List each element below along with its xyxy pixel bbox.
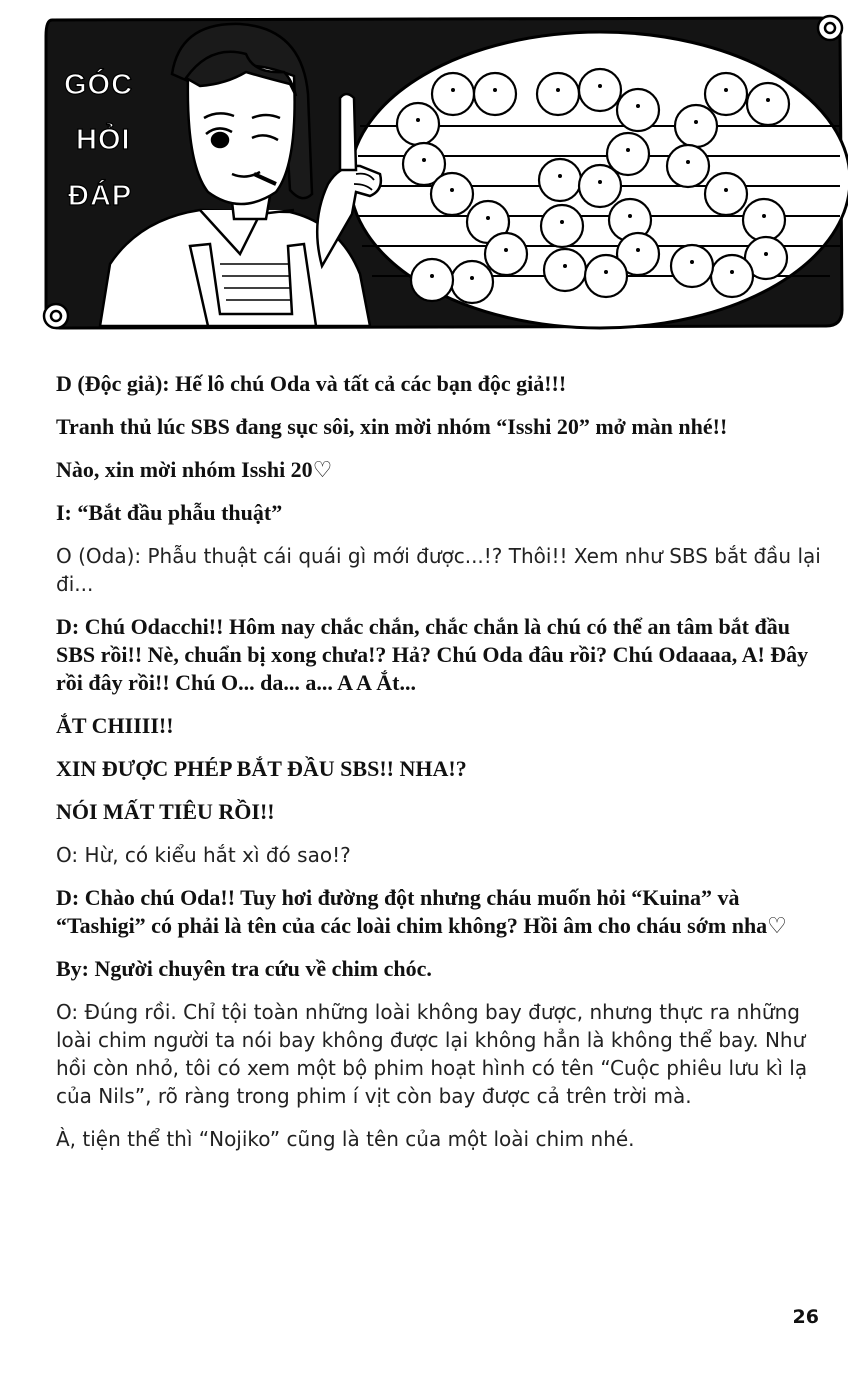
paragraph-said-it: NÓI MẤT TIÊU RỒI!! <box>56 799 275 824</box>
paragraph-oda-reply-3: O: Đúng rồi. Chỉ tội toàn những loài không bay được, nhưng thực ra những loài chim người ta nói bay không được lại không hẳn là không thể bay. Như hồi còn nhỏ, tôi có xem một bộ phim hoạt hình có tên “Cuộc phiêu lưu kì lạ của Nils”, rõ ràng trong phim í vịt còn bay được cả trên trời mà. <box>56 1000 808 1108</box>
paragraph-byline: By: Người chuyên tra cứu về chim chóc. <box>56 956 432 981</box>
sbs-header-banner <box>40 14 848 332</box>
orange-balls-sbs-logo <box>397 69 789 303</box>
corner-title-line-2: HỎI <box>76 124 131 156</box>
paragraph-sneeze: ẮT CHIIII!! <box>56 713 174 738</box>
paragraph-reader-greeting: D (Độc giả): Hế lô chú Oda và tất cả các bạn độc giả!!! <box>56 371 567 396</box>
qa-content <box>56 370 826 1168</box>
paragraph-reader-question-1: D: Chú Odacchi!! Hôm nay chắc chắn, chắc chắn là chú có thể an tâm bắt đầu SBS rồi!! Nè, chuẩn bị xong chưa!? Hả? Chú Oda đâu rồi? Chú Odaaaa, A! Đây rồi đây rồi!! Chú O... da... a... A A Ắt... <box>56 614 809 695</box>
paragraph-reader-intro: Tranh thủ lúc SBS đang sục sôi, xin mời nhóm “Isshi 20” mở màn nhé!! <box>56 414 728 439</box>
paragraph-oda-reply-2: O: Hừ, có kiểu hắt xì đó sao!? <box>56 843 351 867</box>
header-illustration <box>40 14 848 332</box>
corner-title-line-1: GÓC <box>64 69 134 101</box>
paragraph-start-sbs: XIN ĐƯỢC PHÉP BẮT ĐẦU SBS!! NHA!? <box>56 756 467 781</box>
page-number: 26 <box>792 1306 819 1328</box>
corner-title-line-3: ĐÁP <box>68 180 133 212</box>
paragraph-oda-reply-1: O (Oda): Phẫu thuật cái quái gì mới được...!? Thôi!! Xem như SBS bắt đầu lại đi... <box>56 544 821 596</box>
paragraph-oda-reply-4: À, tiện thể thì “Nojiko” cũng là tên của một loài chim nhé. <box>56 1127 635 1151</box>
paragraph-reader-question-2: D: Chào chú Oda!! Tuy hơi đường đột nhưng cháu muốn hỏi “Kuina” và “Tashigi” có phải là tên của các loài chim không? Hồi âm cho cháu sớm nha♡ <box>56 885 787 938</box>
paragraph-isshi-line: I: “Bắt đầu phẫu thuật” <box>56 500 283 525</box>
paragraph-reader-invite: Nào, xin mời nhóm Isshi 20♡ <box>56 457 333 482</box>
